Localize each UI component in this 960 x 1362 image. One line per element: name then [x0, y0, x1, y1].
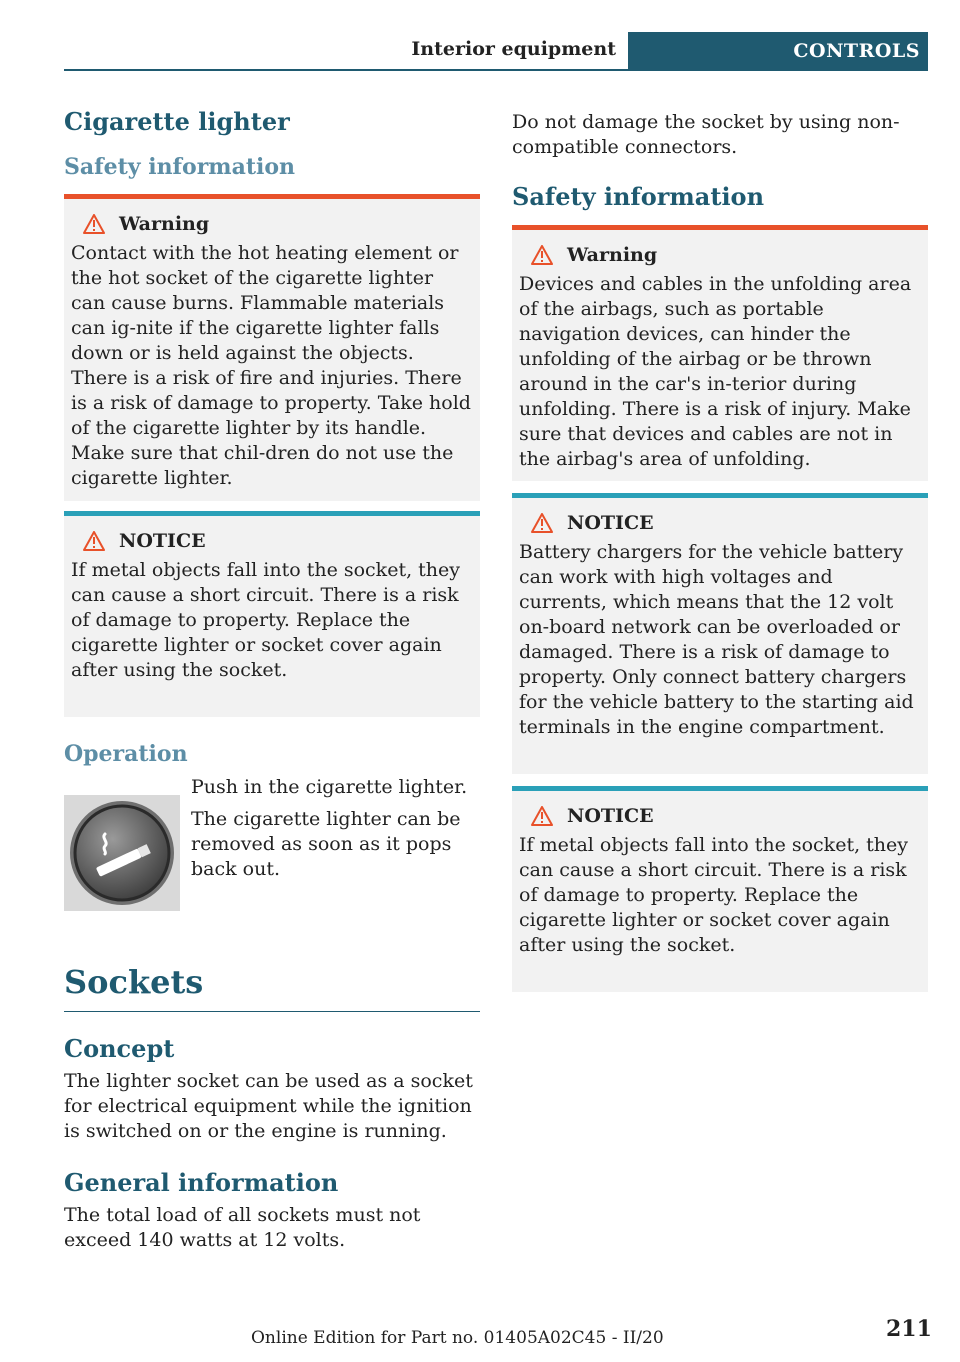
- warning-box-airbag: [512, 225, 928, 481]
- notice-text: If metal objects fall into the socket, they can cause a short circuit. There is a risk of damage to property. Replace the cigarette lighter or socket cover again after using the socket.: [519, 834, 909, 956]
- warning-title: Warning: [567, 244, 658, 266]
- page-number: 211: [886, 1316, 932, 1342]
- header-section-title: Interior equipment: [411, 38, 616, 60]
- notice-triangle-icon: [83, 531, 105, 551]
- header-rule: [64, 69, 628, 71]
- warning-text: Contact with the hot heating element or the hot socket of the cigarette lighter can cause burns. Flammable materials can ig-nite if the cigarette lighter falls down or is held against the objects. There is a risk of fire and injuries. There is a risk of damage to property. Take hold of the cigarette lighter by its handle. Make sure that chil-dren do not use the cigarette lighter.: [71, 242, 471, 489]
- operation-heading: Operation: [64, 741, 188, 767]
- notice-box-battery: [512, 493, 928, 774]
- connector-intro-text: Do not damage the socket by using non-compatible connectors.: [512, 111, 900, 158]
- notice-box-metal: [512, 786, 928, 992]
- page-header: [64, 32, 928, 71]
- warning-triangle-icon: [531, 245, 553, 265]
- warning-text: Devices and cables in the unfolding area of the airbags, such as portable navigation devices, can hinder the unfolding of the airbag or be thrown around in the car's in-terior during unfolding. There is a risk of injury. Make sure that devices and cables are not in the airbag's area of unfolding.: [519, 273, 912, 470]
- cigarette-lighter-heading: Cigarette lighter: [64, 107, 290, 136]
- notice-box: [64, 511, 480, 717]
- operation-row: [64, 775, 480, 911]
- notice-triangle-icon: [531, 513, 553, 533]
- general-information-text: The total load of all sockets must not exceed 140 watts at 12 volts.: [64, 1204, 421, 1251]
- edition-text: Online Edition for Part no. 01405A02C45 - II/20: [251, 1328, 664, 1348]
- concept-text: The lighter socket can be used as a socket for electrical equipment while the ignition is switched on or the engine is running.: [64, 1070, 473, 1142]
- notice-text: Battery chargers for the vehicle battery can work with high voltages and currents, which means that the 12 volt on-board network can be overloaded or damaged. There is a risk of damage to property. Only connect battery chargers for the vehicle battery to the starting aid terminals in the engine compartment.: [519, 541, 914, 738]
- warning-triangle-icon: [83, 214, 105, 234]
- cigarette-lighter-icon: [67, 798, 177, 908]
- cigarette-lighter-image: [64, 795, 180, 911]
- header-chapter-tab: CONTROLS: [628, 32, 928, 71]
- notice-title: NOTICE: [567, 512, 654, 534]
- warning-title: Warning: [119, 213, 210, 235]
- general-information-heading: General information: [64, 1168, 339, 1197]
- safety-information-heading-right: Safety information: [512, 182, 765, 211]
- warning-box: [64, 194, 480, 501]
- concept-heading: Concept: [64, 1034, 175, 1063]
- operation-step-1: Push in the cigarette lighter.: [191, 776, 468, 798]
- notice-title: NOTICE: [119, 530, 206, 552]
- left-column: [64, 100, 480, 1253]
- notice-triangle-icon: [531, 806, 553, 826]
- right-column: [512, 110, 928, 992]
- notice-text: If metal objects fall into the socket, they can cause a short circuit. There is a risk of damage to property. Replace the cigarette lighter or socket cover again after using the socket.: [71, 559, 461, 681]
- notice-title: NOTICE: [567, 805, 654, 827]
- safety-information-heading: Safety information: [64, 154, 296, 180]
- sockets-heading: Sockets: [64, 963, 480, 1012]
- operation-step-2: The cigarette lighter can be removed as soon as it pops back out.: [191, 808, 461, 880]
